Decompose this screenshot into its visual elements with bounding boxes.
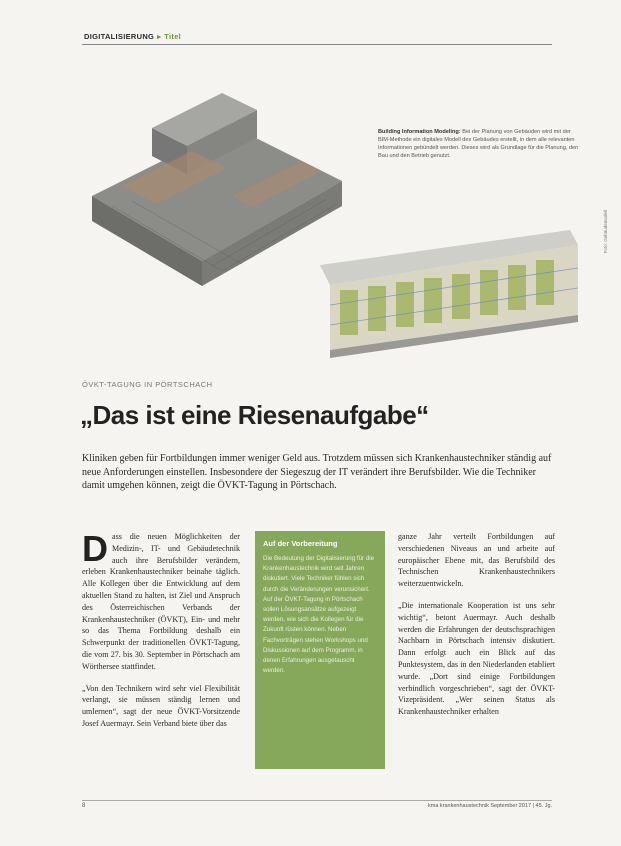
drop-cap: D [82,528,108,569]
info-box-title: Auf der Vorbereitung [263,539,338,548]
footer-rule [82,800,552,801]
building-model-section-image [320,220,580,360]
article-kicker: ÖVKT-TAGUNG IN PÖRTSCHACH [82,380,213,389]
header-rule [82,44,552,45]
building-model-isometric-image [82,86,352,306]
body-column-3 [398,531,555,728]
article-title: „Das ist eine Riesenaufgabe“ [80,400,429,430]
article-lead: Kliniken geben für Fortbildungen immer weniger Geld aus. Trotzdem müssen sich Krankenhaustechniker ständig auf neue Anforderungen einstellen. Insbesondere der Siegeszug der IT verändert ihre Berufsbilder. Wie die Techniker damit umgehen können, zeigt die ÖVKT-Tagung in Pörtschach. [82,453,552,491]
paragraph: „Die internationale Kooperation ist uns sehr wichtig“, betont Auermayr. Auch deshalb werden die Erfahrungen der deutschsprachigen Nachbarn in Pörtschach intensiv diskutiert. Dann erfolgt auch ein Blick auf das Punktesystem, das in den Niederlanden etabliert wurde. „Dort sind einige Fortbildungen verbindlich vorgeschrieben“, sagt der ÖVKT-Vizepräsident. „Wer seinen Status als Krankenhaustechniker erhalten [398,600,555,717]
section-label: DIGITALISIERUNG [84,32,155,41]
subsection-label: Titel [164,32,182,41]
caption-label: Building Information Modeling: [378,129,461,135]
info-box [255,531,385,769]
info-box-text: Die Bedeutung der Digitalisierung für die Krankenhaustechnik wird seit Jahren diskutiert. Viele Techniker fühlen sich durch die Veränderungen verunsichert. Auf der ÖVKT-Tagung in Pörtschach sollen Lösungsansätze aufgezeigt werden, wie sich die Kollegen für die Zukunft rüsten können. Neben Fachvorträgen stehen Workshops und Diskussionen auf dem Programm, in denen Erfahrungen ausgetauscht werden. [263,555,375,675]
page-number: 8 [82,803,86,809]
paragraph: ass die neuen Möglichkeiten der Medizin-, IT- und Gebäudetechnik auch ihre Berufsbilder verändern, erleben Krankenhaustechniker beinahe täglich. Alle Kollegen über die Entwicklung auf dem aktuellen Stand zu halten, ist Ziel und Anspruch des Österreichischen Verbands der Krankenhaustechniker (ÖVKT), Ein- und mehr so das Thema Fortbildung deshalb ein Schwerpunkt der traditionellen ÖVKT-Tagung, die vom 27. bis 30. September in Pörtschach am Wörthersee stattfindet. [82,532,240,671]
paragraph: „Von den Technikern wird sehr viel Flexibilität verlangt, sie müssen ständig lernen und umlernen“, sagt der neue ÖVKT-Vorsitzende Josef Auermayr. Sein Verband biete über das [82,683,240,728]
photo-credit: Foto: Gebäudemodell [603,210,608,254]
running-header [84,32,181,41]
body-column-1 [82,528,240,740]
image-caption [378,128,583,160]
triangle-right-icon: ▸ [157,32,162,41]
publication-footer: kma krankenhaustechnik September 2017 | 45. Jg. [428,803,553,809]
caption-text: Bei der Planung von Gebäuden wird mit der BIM-Methode ein digitales Modell des Gebäudes erstellt, in dem alle relevanten Informationen gebündelt werden. Dieses wird als Grundlage für die Planung, den Bau und den Betrieb genutzt. [378,129,579,159]
paragraph: ganze Jahr verteilt Fortbildungen auf verschiedenen Niveaus an und arbeite auf europäischer Ebene mit, das Berufsbild des Technischen Krankenhaustechnikers weiterzuentwickeln. [398,532,555,589]
